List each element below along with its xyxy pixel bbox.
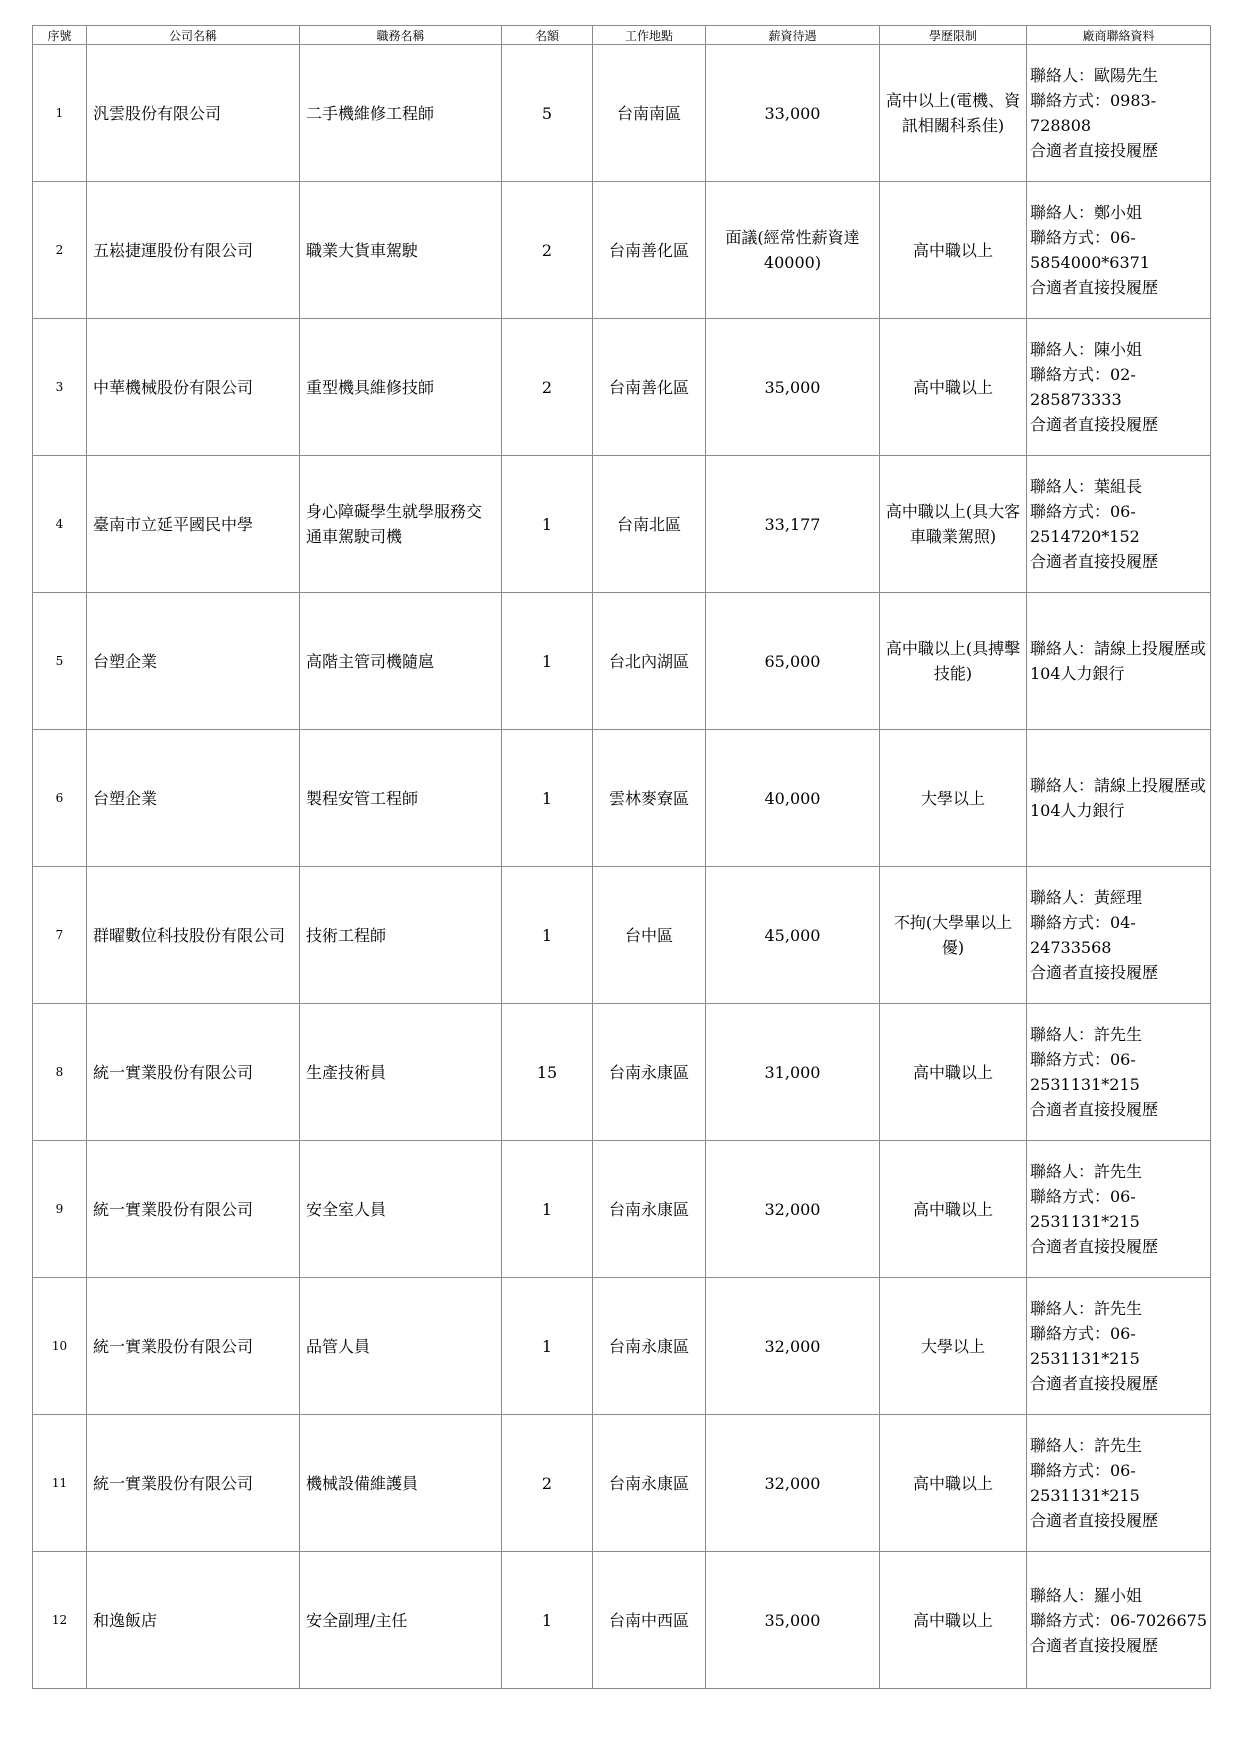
seq-cell: 3	[33, 319, 87, 456]
location-cell: 台南永康區	[593, 1415, 706, 1552]
contact-cell	[1027, 182, 1211, 319]
table-row	[33, 593, 1211, 730]
salary-cell: 32,000	[706, 1141, 880, 1278]
contact-cell	[1027, 593, 1211, 730]
contact-cell	[1027, 1415, 1211, 1552]
job-title-cell: 品管人員	[300, 1278, 502, 1415]
contact-line: 聯絡人：羅小姐	[1030, 1585, 1143, 1605]
company-cell: 汎雲股份有限公司	[87, 45, 300, 182]
company-cell: 群曜數位科技股份有限公司	[87, 867, 300, 1004]
contact-line: 聯絡人：葉組長	[1030, 477, 1143, 496]
salary-cell: 35,000	[706, 319, 880, 456]
seq-cell: 7	[33, 867, 87, 1004]
seq-cell: 9	[33, 1141, 87, 1278]
headcount-cell: 1	[502, 1141, 593, 1278]
education-cell: 高中職以上	[880, 1552, 1027, 1689]
seq-cell: 6	[33, 730, 87, 867]
contact-cell	[1027, 456, 1211, 593]
contact-line: 聯絡方式：04-24733568	[1030, 913, 1136, 957]
contact-line: 聯絡方式：06-2514720*152	[1030, 502, 1140, 546]
table-row	[33, 319, 1211, 456]
table-row	[33, 1415, 1211, 1552]
contact-line: 聯絡方式：06-2531131*215	[1030, 1324, 1140, 1368]
company-cell: 和逸飯店	[87, 1552, 300, 1689]
contact-line: 聯絡人：許先生	[1030, 1299, 1143, 1318]
contact-line: 聯絡人：鄭小姐	[1030, 203, 1143, 222]
contact-line: 聯絡方式：02-285873333	[1030, 365, 1136, 409]
headcount-cell: 2	[502, 319, 593, 456]
education-cell: 不拘(大學畢以上優)	[880, 867, 1027, 1004]
contact-line: 合適者直接投履歷	[1030, 963, 1159, 982]
headcount-cell: 2	[502, 182, 593, 319]
header-count: 名額	[502, 26, 593, 45]
salary-cell: 32,000	[706, 1415, 880, 1552]
location-cell: 台南善化區	[593, 319, 706, 456]
job-title-cell: 二手機維修工程師	[300, 45, 502, 182]
contact-line: 合適者直接投履歷	[1030, 415, 1159, 434]
company-cell: 中華機械股份有限公司	[87, 319, 300, 456]
contact-cell	[1027, 1141, 1211, 1278]
job-title-cell: 身心障礙學生就學服務交通車駕駛司機	[300, 456, 502, 593]
headcount-cell: 1	[502, 730, 593, 867]
table-row	[33, 1278, 1211, 1415]
location-cell: 台南北區	[593, 456, 706, 593]
job-title-cell: 高階主管司機隨扈	[300, 593, 502, 730]
seq-cell: 1	[33, 45, 87, 182]
table-row	[33, 867, 1211, 1004]
salary-cell: 40,000	[706, 730, 880, 867]
header-contact: 廠商聯絡資料	[1027, 26, 1211, 45]
contact-line: 聯絡人：請線上投履歷或104人力銀行	[1030, 776, 1207, 820]
headcount-cell: 1	[502, 867, 593, 1004]
seq-cell: 8	[33, 1004, 87, 1141]
contact-line: 聯絡人：黃經理	[1030, 888, 1143, 907]
contact-cell	[1027, 319, 1211, 456]
education-cell: 高中以上(電機、資訊相關科系佳)	[880, 45, 1027, 182]
header-location: 工作地點	[593, 26, 706, 45]
contact-line: 聯絡人：陳小姐	[1030, 340, 1143, 359]
salary-cell: 45,000	[706, 867, 880, 1004]
contact-cell	[1027, 45, 1211, 182]
location-cell: 台南南區	[593, 45, 706, 182]
education-cell: 高中職以上	[880, 319, 1027, 456]
location-cell: 台中區	[593, 867, 706, 1004]
job-title-cell: 職業大貨車駕駛	[300, 182, 502, 319]
seq-cell: 12	[33, 1552, 87, 1689]
salary-cell: 33,000	[706, 45, 880, 182]
contact-line: 合適者直接投履歷	[1030, 552, 1159, 571]
location-cell: 台南永康區	[593, 1278, 706, 1415]
contact-line: 聯絡人：許先生	[1030, 1162, 1143, 1181]
salary-cell: 32,000	[706, 1278, 880, 1415]
header-education: 學歷限制	[880, 26, 1027, 45]
location-cell: 台南永康區	[593, 1141, 706, 1278]
education-cell: 高中職以上(具搏擊技能)	[880, 593, 1027, 730]
contact-cell	[1027, 1278, 1211, 1415]
education-cell: 大學以上	[880, 1278, 1027, 1415]
company-cell: 統一實業股份有限公司	[87, 1415, 300, 1552]
salary-cell: 65,000	[706, 593, 880, 730]
location-cell: 台南中西區	[593, 1552, 706, 1689]
contact-line: 聯絡方式：06-2531131*215	[1030, 1461, 1140, 1505]
table-row	[33, 1141, 1211, 1278]
company-cell: 統一實業股份有限公司	[87, 1004, 300, 1141]
contact-line: 聯絡方式：06-7026675	[1030, 1610, 1208, 1630]
table-row	[33, 456, 1211, 593]
header-company: 公司名稱	[87, 26, 300, 45]
job-title-cell: 機械設備維護員	[300, 1415, 502, 1552]
job-title-cell: 安全副理/主任	[300, 1552, 502, 1689]
company-cell: 統一實業股份有限公司	[87, 1141, 300, 1278]
table-row	[33, 45, 1211, 182]
contact-line: 聯絡人：許先生	[1030, 1025, 1143, 1044]
contact-line: 合適者直接投履歷	[1030, 1511, 1159, 1530]
salary-cell: 面議(經常性薪資達40000)	[706, 182, 880, 319]
location-cell: 台南永康區	[593, 1004, 706, 1141]
headcount-cell: 1	[502, 1552, 593, 1689]
table-body	[33, 45, 1211, 1689]
contact-line: 合適者直接投履歷	[1030, 1237, 1159, 1256]
company-cell: 五崧捷運股份有限公司	[87, 182, 300, 319]
location-cell: 台北內湖區	[593, 593, 706, 730]
education-cell: 大學以上	[880, 730, 1027, 867]
headcount-cell: 1	[502, 593, 593, 730]
company-cell: 台塑企業	[87, 593, 300, 730]
contact-line: 合適者直接投履歷	[1030, 141, 1159, 160]
seq-cell: 5	[33, 593, 87, 730]
contact-line: 合適者直接投履歷	[1030, 278, 1159, 297]
job-title-cell: 生產技術員	[300, 1004, 502, 1141]
header-row	[33, 26, 1211, 45]
headcount-cell: 15	[502, 1004, 593, 1141]
education-cell: 高中職以上	[880, 1415, 1027, 1552]
contact-line: 聯絡方式：0983-728808	[1030, 91, 1157, 135]
headcount-cell: 1	[502, 1278, 593, 1415]
contact-cell	[1027, 1004, 1211, 1141]
location-cell: 台南善化區	[593, 182, 706, 319]
salary-cell: 33,177	[706, 456, 880, 593]
contact-line: 聯絡人：歐陽先生	[1030, 66, 1159, 85]
contact-line: 聯絡人：請線上投履歷或104人力銀行	[1030, 639, 1207, 683]
table-row	[33, 1552, 1211, 1689]
company-cell: 臺南市立延平國民中學	[87, 456, 300, 593]
job-title-cell: 安全室人員	[300, 1141, 502, 1278]
job-listings-table	[32, 25, 1211, 1689]
contact-line: 合適者直接投履歷	[1030, 1635, 1159, 1655]
salary-cell: 31,000	[706, 1004, 880, 1141]
company-cell: 台塑企業	[87, 730, 300, 867]
headcount-cell: 1	[502, 456, 593, 593]
contact-line: 聯絡方式：06-2531131*215	[1030, 1050, 1140, 1094]
contact-line: 合適者直接投履歷	[1030, 1100, 1159, 1119]
contact-cell	[1027, 1552, 1211, 1689]
header-salary: 薪資待遇	[706, 26, 880, 45]
education-cell: 高中職以上	[880, 182, 1027, 319]
education-cell: 高中職以上(具大客車職業駕照)	[880, 456, 1027, 593]
location-cell: 雲林麥寮區	[593, 730, 706, 867]
header-job: 職務名稱	[300, 26, 502, 45]
seq-cell: 11	[33, 1415, 87, 1552]
contact-line: 聯絡方式：06-5854000*6371	[1030, 228, 1150, 272]
table-row	[33, 730, 1211, 867]
header-seq: 序號	[33, 26, 87, 45]
headcount-cell: 5	[502, 45, 593, 182]
headcount-cell: 2	[502, 1415, 593, 1552]
education-cell: 高中職以上	[880, 1004, 1027, 1141]
contact-cell	[1027, 730, 1211, 867]
seq-cell: 10	[33, 1278, 87, 1415]
job-title-cell: 製程安管工程師	[300, 730, 502, 867]
education-cell: 高中職以上	[880, 1141, 1027, 1278]
table-row	[33, 182, 1211, 319]
table-row	[33, 1004, 1211, 1141]
contact-line: 聯絡人：許先生	[1030, 1436, 1143, 1455]
seq-cell: 4	[33, 456, 87, 593]
job-title-cell: 技術工程師	[300, 867, 502, 1004]
contact-line: 合適者直接投履歷	[1030, 1374, 1159, 1393]
company-cell: 統一實業股份有限公司	[87, 1278, 300, 1415]
seq-cell: 2	[33, 182, 87, 319]
contact-cell	[1027, 867, 1211, 1004]
salary-cell: 35,000	[706, 1552, 880, 1689]
contact-line: 聯絡方式：06-2531131*215	[1030, 1187, 1140, 1231]
job-title-cell: 重型機具維修技師	[300, 319, 502, 456]
